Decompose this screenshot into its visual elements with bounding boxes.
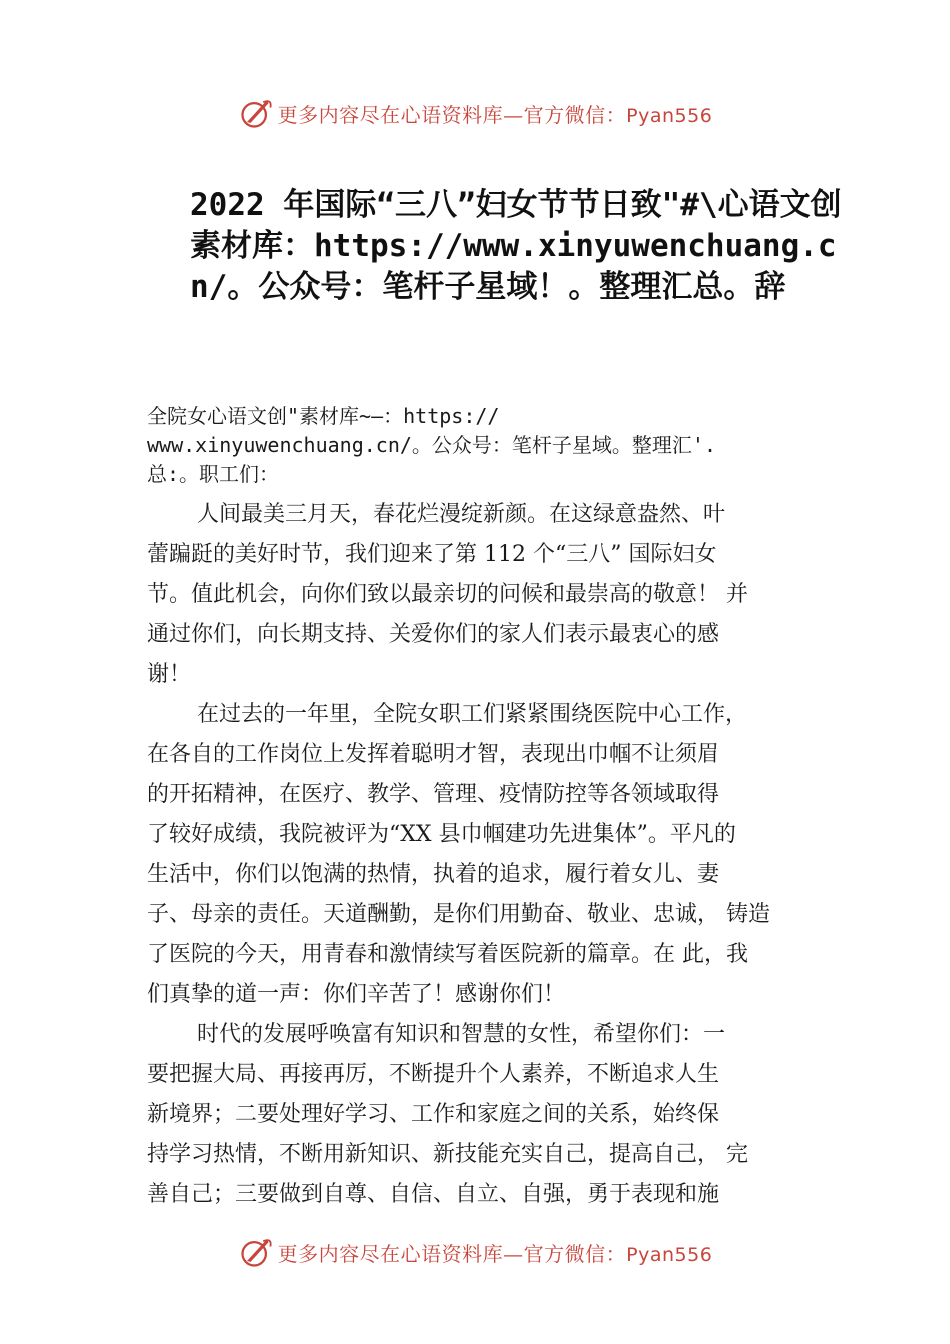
paragraph-line: 善自己；三要做到自尊、自信、自立、自强，勇于表现和施 — [147, 1182, 720, 1207]
greeting — [147, 402, 827, 489]
paragraph-line: 在各自的工作岗位上发挥着聪明才智，表现出巾帼不让须眉 — [147, 742, 720, 767]
letter-body — [147, 495, 837, 1215]
paragraph-line: 谢！ — [147, 662, 192, 687]
paragraph-line: 生活中，你们以饱满的热情，执着的追求，履行着女儿、妻 — [147, 862, 720, 887]
document-title: 2022 年国际“三八”妇女节节日致"#\心语文创素材库：https://www.xinyuwenchuang.cn/。公众号：笔杆子星域！。整理汇总。辞 — [190, 187, 842, 305]
footer-banner — [0, 1232, 950, 1272]
paragraph-line: 的开拓精神，在医疗、教学、管理、疫情防控等各领域取得 — [147, 782, 720, 807]
paragraph-line: 们真挚的道一声：你们辛苦了！感谢你们！ — [147, 982, 566, 1007]
quill-logo-icon — [238, 1234, 274, 1270]
paragraph-line: 持学习热情，不断用新知识、新技能充实自己，提高自己， 完 — [147, 1142, 748, 1167]
paragraph-line: 了医院的今天，用青春和激情续写着医院新的篇章。在 此，我 — [147, 942, 748, 967]
paragraph-line: 人间最美三月天，春花烂漫绽新颜。在这绿意盎然、叶 — [197, 502, 726, 527]
paragraph-line: 新境界；二要处理好学习、工作和家庭之间的关系，始终保 — [147, 1102, 720, 1127]
header-banner — [0, 93, 950, 133]
paragraph-line: 时代的发展呼唤富有知识和智慧的女性，希望你们：一 — [197, 1022, 726, 1047]
paragraph-line: 在过去的一年里，全院女职工们紧紧围绕医院中心工作， — [197, 702, 748, 727]
paragraph-line: 蕾蹁跹的美好时节，我们迎来了第 112 个“三八” 国际妇女 — [147, 542, 717, 567]
banner-text: 更多内容尽在心语资料库—官方微信：Pyan556 — [277, 1241, 713, 1266]
paragraph-line: 节。值此机会，向你们致以最亲切的问候和最崇高的敬意！ 并 — [147, 582, 748, 607]
wechat-account: Pyan556 — [626, 1243, 713, 1266]
quill-logo-icon — [238, 95, 274, 131]
paragraph-line: 了较好成绩，我院被评为“XX 县巾帼建功先进集体”。平凡的 — [147, 822, 736, 847]
paragraph-line: 子、母亲的责任。天道酬勤，是你们用勤奋、敬业、忠诚， 铸造 — [147, 902, 770, 927]
greeting-line: www.xinyuwenchuang.cn/。公众号：笔杆子星域。整理汇'. — [147, 433, 716, 457]
banner-text: 更多内容尽在心语资料库—官方微信：Pyan556 — [277, 102, 713, 127]
greeting-line: 总:。职工们： — [147, 462, 280, 486]
greeting-line: 全院女心语文创"素材库~—：https:// — [147, 404, 500, 428]
wechat-account: Pyan556 — [626, 104, 713, 127]
paragraph-line: 要把握大局、再接再厉，不断提升个人素养，不断追求人生 — [147, 1062, 720, 1087]
paragraph-line: 通过你们，向长期支持、关爱你们的家人们表示最衷心的感 — [147, 622, 720, 647]
